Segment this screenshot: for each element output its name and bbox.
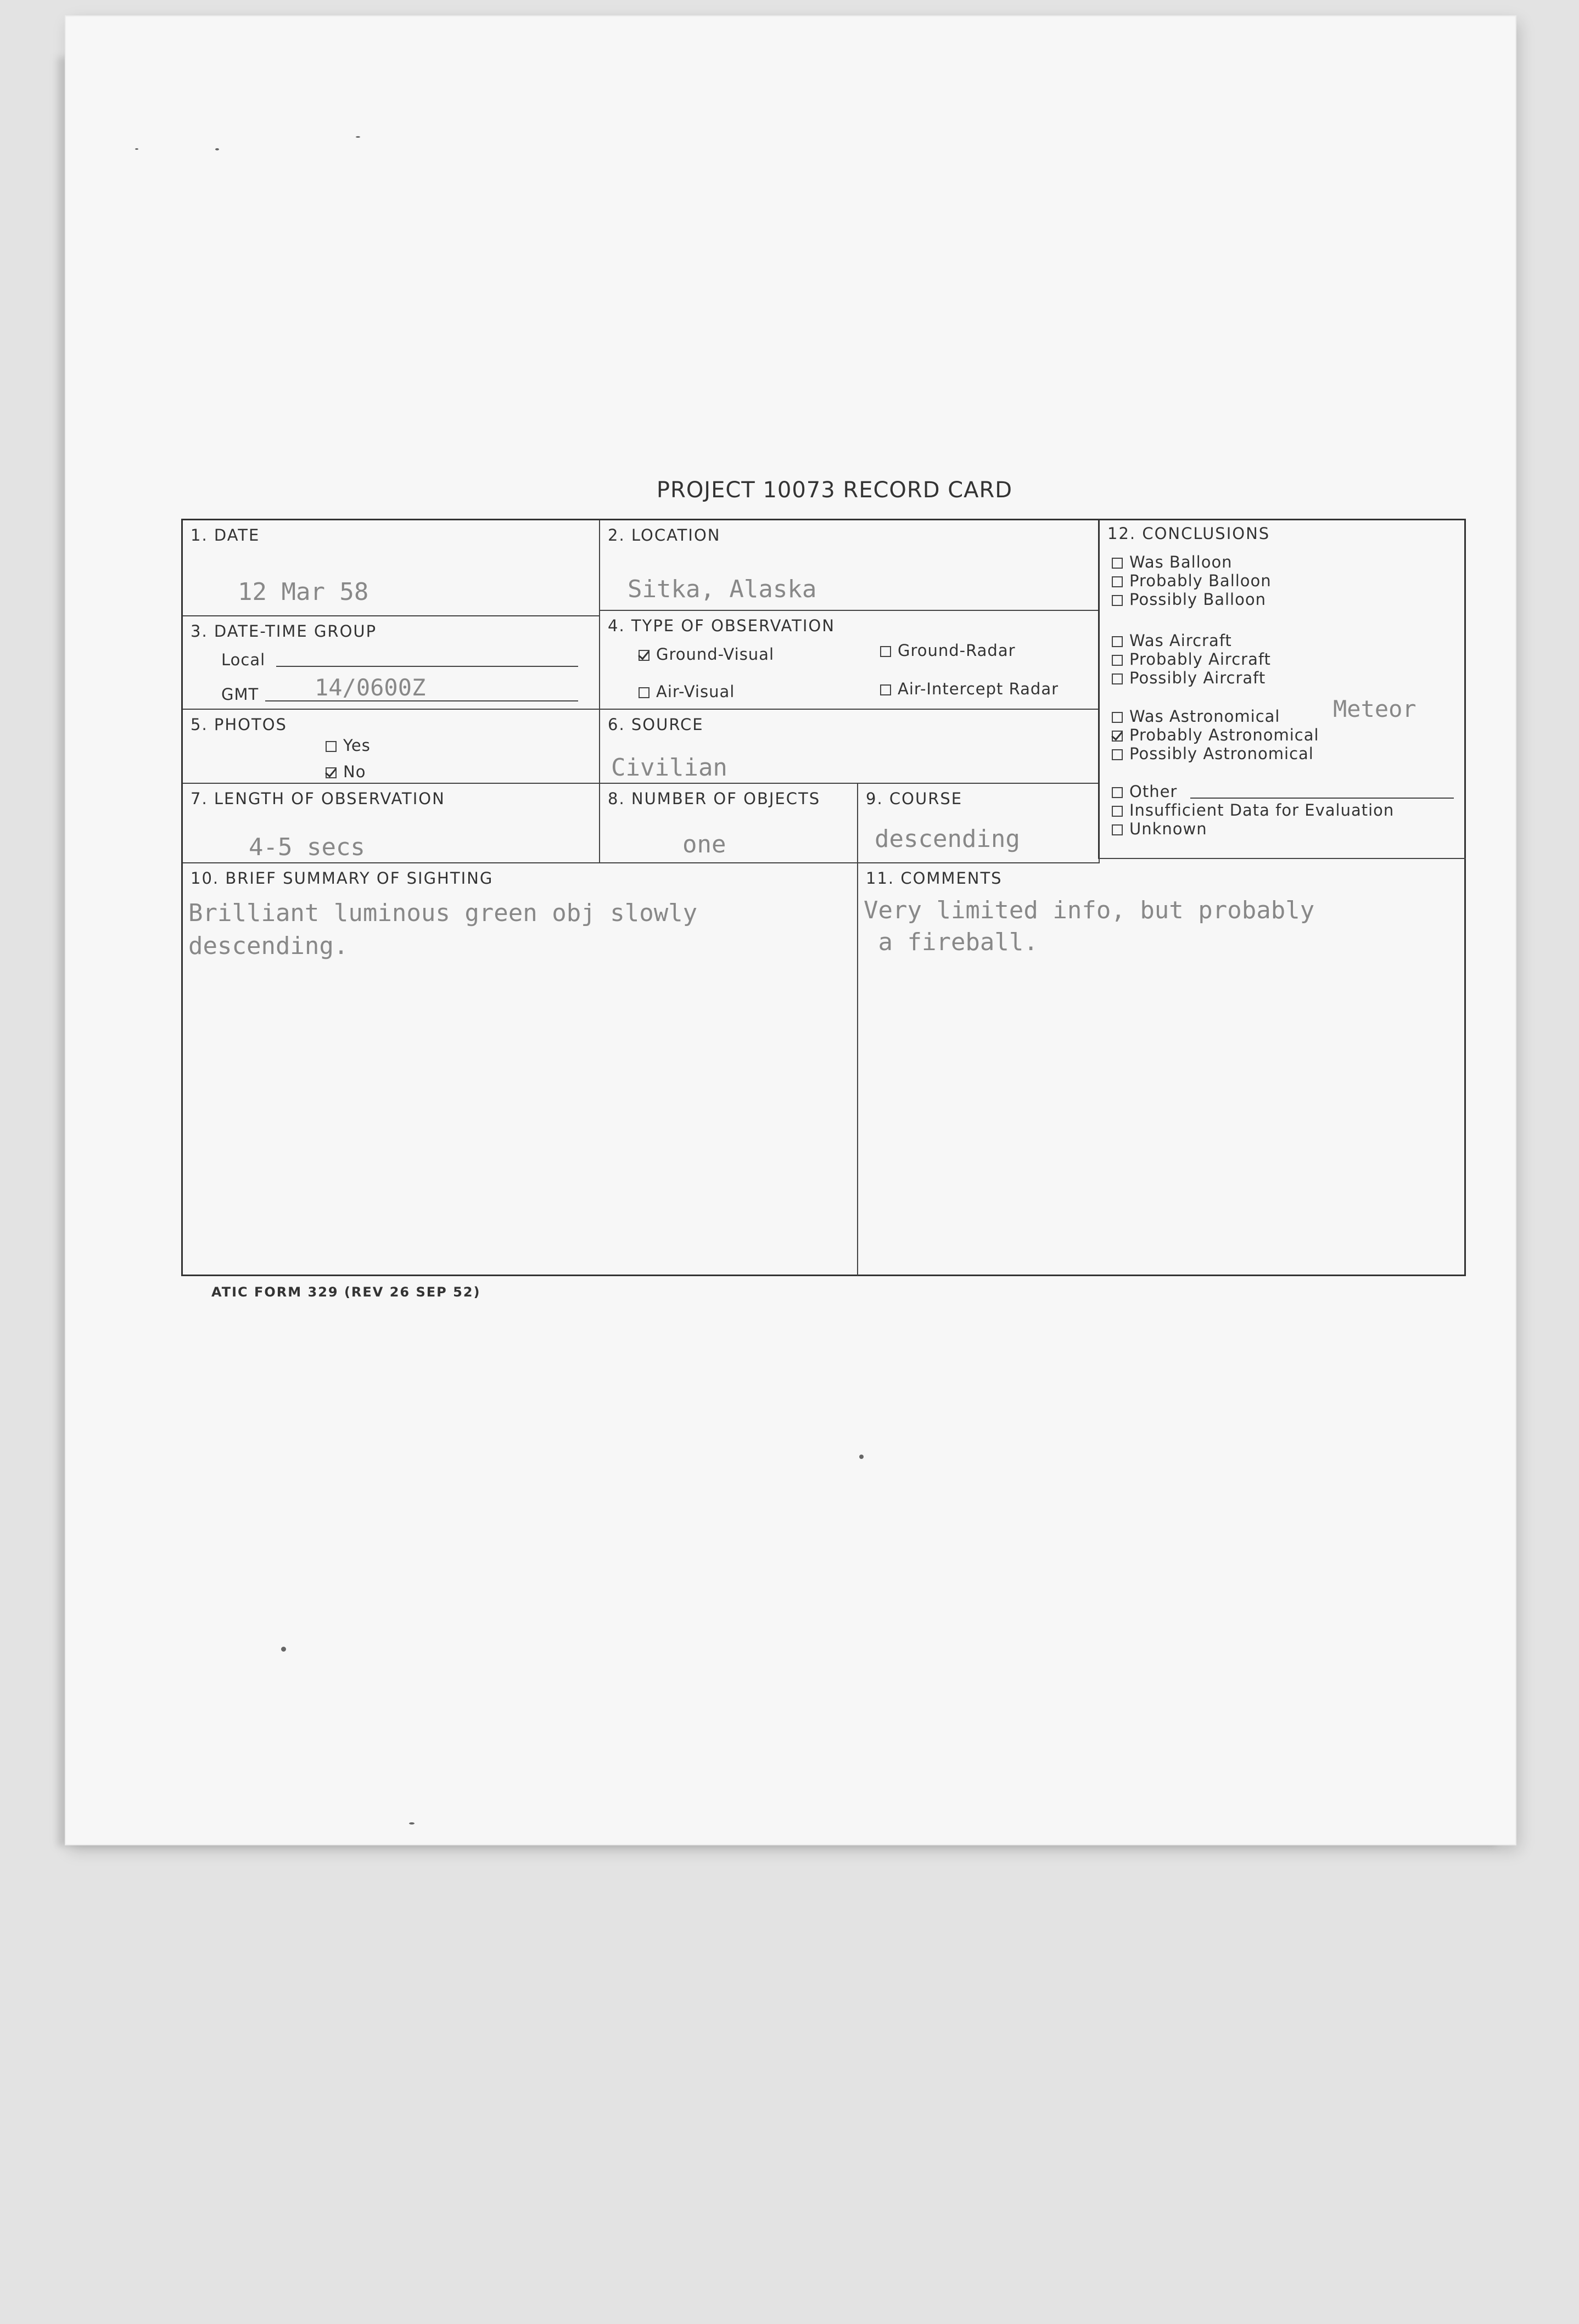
date-time-group-label: 3. DATE-TIME GROUP: [191, 622, 377, 641]
photos-label: 5. PHOTOS: [191, 715, 287, 734]
conclusion-unknown: Unknown: [1112, 819, 1207, 838]
photos-no-option: No: [326, 762, 366, 781]
air-intercept-radar-option: Air-Intercept Radar: [880, 680, 1059, 698]
conclusion-possibly-aircraft: Possibly Aircraft: [1112, 669, 1266, 687]
conclusions-label: 12. CONCLUSIONS: [1107, 524, 1270, 543]
conclusion-probably-balloon: Probably Balloon: [1112, 571, 1272, 590]
summary-label: 10. BRIEF SUMMARY OF SIGHTING: [191, 869, 494, 888]
conclusion-was-astronomical: Was Astronomical: [1112, 707, 1280, 726]
source-label: 6. SOURCE: [608, 715, 704, 734]
probably-balloon-checkbox: [1112, 576, 1123, 587]
location-value: Sitka, Alaska: [628, 575, 817, 603]
course-label: 9. COURSE: [866, 789, 963, 808]
conclusion-insufficient-data: Insufficient Data for Evaluation: [1112, 801, 1394, 819]
type-of-observation-cell: [600, 611, 1100, 710]
possibly-aircraft-checkbox: [1112, 673, 1123, 684]
photos-yes-checkbox: [326, 741, 337, 752]
ground-visual-option: Ground-Visual: [639, 645, 774, 664]
summary-line-2: descending.: [188, 932, 349, 960]
summary-cell: [183, 863, 858, 1276]
photos-no-checkbox: [326, 767, 337, 778]
conclusion-possibly-astronomical: Possibly Astronomical: [1112, 744, 1314, 763]
number-of-objects-cell: [600, 784, 858, 863]
conclusion-possibly-balloon: Possibly Balloon: [1112, 590, 1266, 609]
photos-yes-option: Yes: [326, 736, 371, 755]
was-aircraft-checkbox: [1112, 636, 1123, 647]
paper-speck: [859, 1455, 864, 1459]
ground-visual-checkbox: [639, 650, 649, 661]
paper-speck: [409, 1822, 415, 1825]
date-cell: [183, 520, 600, 616]
conclusion-probably-aircraft: Probably Aircraft: [1112, 650, 1271, 669]
local-line: [276, 666, 578, 667]
comments-line-1: Very limited info, but probably: [864, 896, 1315, 924]
gmt-label: GMT: [221, 685, 259, 704]
conclusion-probably-astronomical: Probably Astronomical: [1112, 726, 1319, 744]
course-cell: [858, 784, 1100, 863]
astronomical-note: Meteor: [1333, 695, 1416, 722]
local-label: Local: [221, 650, 266, 669]
comments-line-2: a fireball.: [864, 928, 1038, 956]
source-value: Civilian: [611, 754, 727, 782]
air-visual-option: Air-Visual: [639, 682, 735, 701]
gmt-value: 14/0600Z: [315, 674, 426, 701]
probably-aircraft-checkbox: [1112, 655, 1123, 666]
length-of-observation-cell: [183, 784, 600, 863]
air-visual-checkbox: [639, 687, 649, 698]
location-label: 2. LOCATION: [608, 526, 721, 544]
paper-speck: [356, 136, 360, 138]
photos-cell: [183, 710, 600, 784]
was-astronomical-checkbox: [1112, 712, 1123, 723]
probably-astronomical-checkbox: [1112, 731, 1123, 742]
air-intercept-radar-checkbox: [880, 684, 891, 695]
conclusions-cell: [1098, 519, 1466, 859]
paper-speck: [215, 148, 219, 150]
length-of-observation-label: 7. LENGTH OF OBSERVATION: [191, 789, 445, 808]
length-of-observation-value: 4-5 secs: [249, 833, 365, 861]
type-of-observation-label: 4. TYPE OF OBSERVATION: [608, 616, 835, 635]
ground-radar-checkbox: [880, 646, 891, 657]
number-of-objects-label: 8. NUMBER OF OBJECTS: [608, 789, 821, 808]
form-footer: ATIC FORM 329 (REV 26 SEP 52): [211, 1284, 481, 1300]
summary-line-1: Brilliant luminous green obj slowly: [188, 899, 698, 927]
date-label: 1. DATE: [191, 526, 260, 544]
source-cell: [600, 710, 1100, 784]
insufficient-data-checkbox: [1112, 806, 1123, 817]
possibly-balloon-checkbox: [1112, 595, 1123, 606]
number-of-objects-value: one: [682, 830, 726, 858]
date-value: 12 Mar 58: [238, 578, 369, 606]
possibly-astronomical-checkbox: [1112, 749, 1123, 760]
ground-radar-option: Ground-Radar: [880, 641, 1016, 660]
conclusion-was-balloon: Was Balloon: [1112, 553, 1233, 571]
other-checkbox: [1112, 787, 1123, 798]
unknown-checkbox: [1112, 824, 1123, 835]
was-balloon-checkbox: [1112, 558, 1123, 569]
other-line: [1190, 798, 1454, 799]
date-time-group-cell: [183, 616, 600, 710]
location-cell: [600, 520, 1100, 611]
comments-label: 11. COMMENTS: [866, 869, 1003, 888]
comments-cell: [858, 863, 1466, 1276]
paper-speck: [281, 1647, 286, 1652]
conclusion-was-aircraft: Was Aircraft: [1112, 631, 1232, 650]
paper-speck: [135, 148, 138, 150]
conclusion-other: Other: [1112, 782, 1177, 801]
card-title: PROJECT 10073 RECORD CARD: [656, 478, 1013, 503]
course-value: descending: [875, 825, 1020, 853]
